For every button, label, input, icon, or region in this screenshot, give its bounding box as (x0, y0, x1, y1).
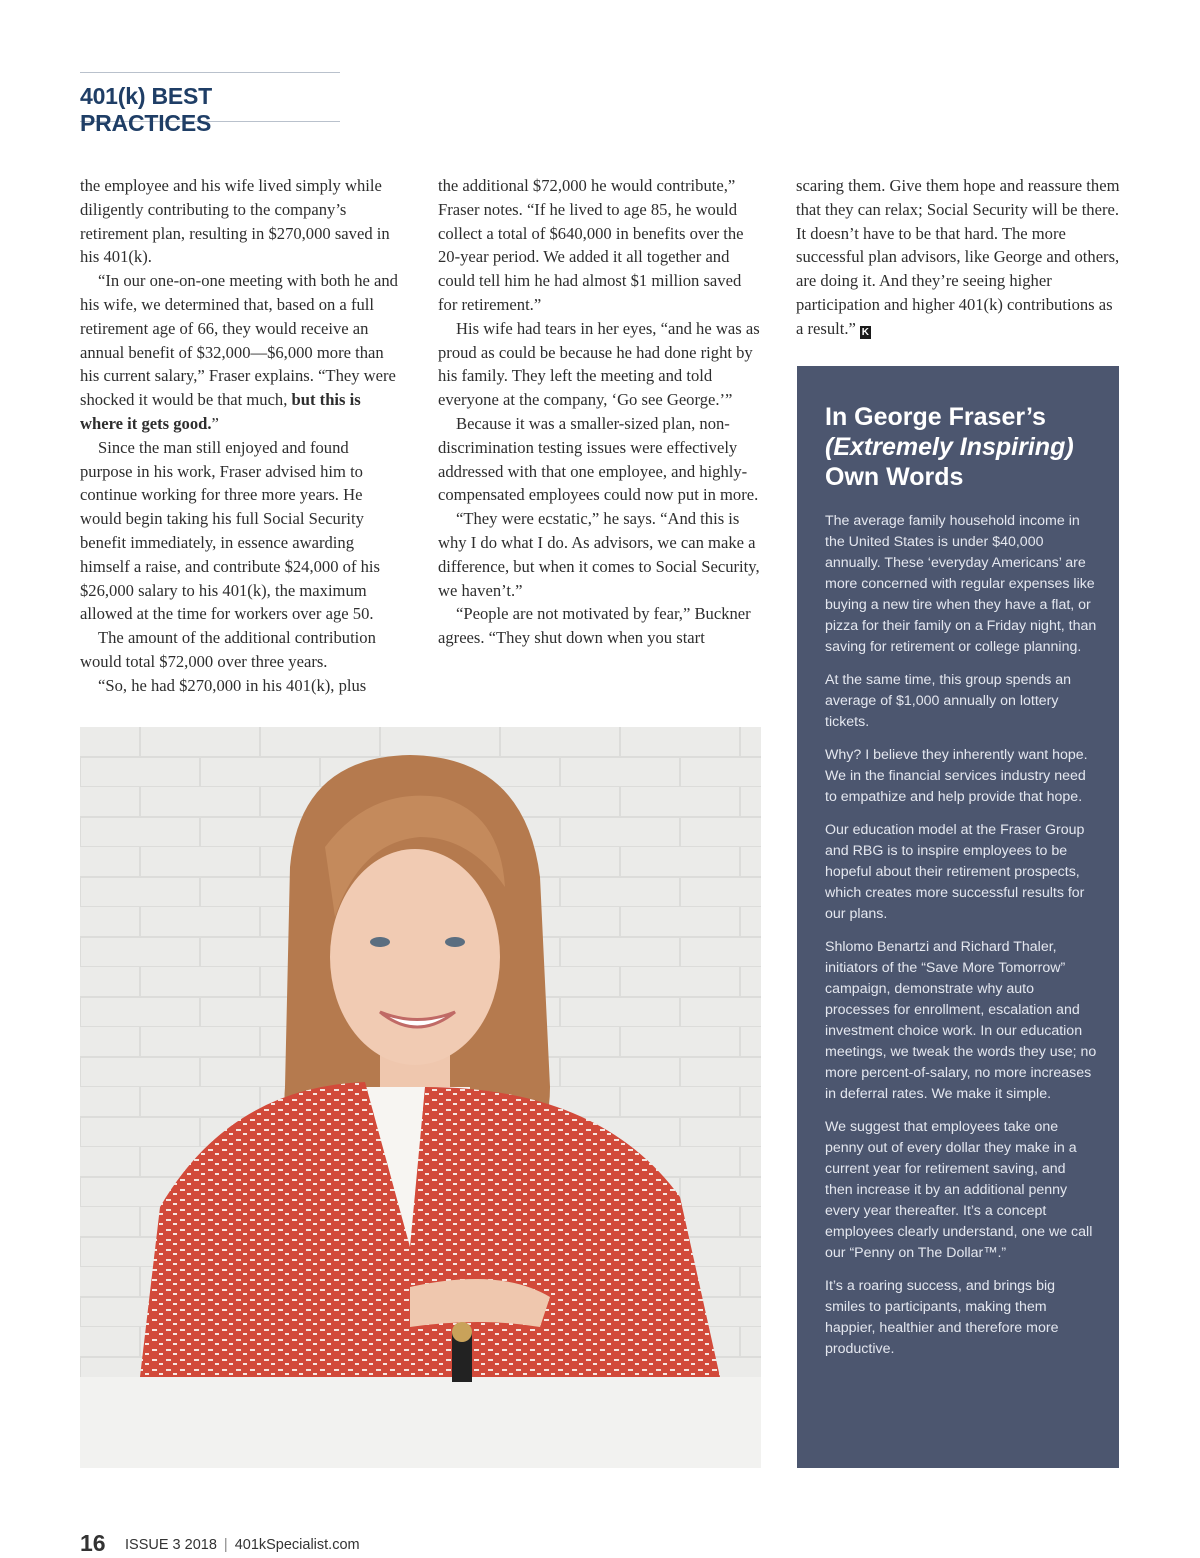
portrait-photo (80, 727, 761, 1468)
paragraph: “They were ecstatic,” he says. “And this is why I do what I do. As advisors, we can make a difference, but when it comes to Social Security, we haven’t.” (438, 509, 760, 600)
article-column-1 (80, 174, 402, 698)
footer-separator: | (223, 1537, 228, 1553)
section-header (80, 72, 340, 136)
section-title: 401(k) BEST PRACTICES (80, 83, 213, 136)
paragraph: the employee and his wife lived simply while diligently contributing to the company’s retirement plan, resulting in $270,000 saved in his 401(k). (80, 176, 390, 267)
sidebar-paragraph: It’s a roaring success, and brings big smiles to participants, making them happier, healthier and therefore more productive. (825, 1278, 1059, 1357)
paragraph: “So, he had $270,000 in his 401(k), plus (98, 675, 367, 695)
sidebar-title: In George Fraser’s (Extremely Inspiring) Own Words (825, 403, 1074, 491)
paragraph: Since the man still enjoyed and found purpose in his work, Fraser advised him to continue working for three more years. He would begin taking his full Social Security benefit immediately, in essence awarding himself a raise, and contribute $24,000 of his $26,000 salary to his 401(k), the maximum allowed at the time for workers over age 50. (80, 437, 381, 624)
paragraph: the additional $72,000 he would contribute,” Fraser notes. “If he lived to age 85, he would collect a total of $640,000 in benefits over the 20-year period. We added it all together and could tell him he had almost $1 million saved for retirement.” (438, 176, 744, 314)
article-column-2 (438, 174, 763, 650)
paragraph: scaring them. Give them hope and reassure them that they can relax; Social Security will be there. It doesn’t have to be that hard. The more successful plan advisors, like George and others, are doing it. And they’re seeing higher participation and higher 401(k) contributions as a result.” K (796, 176, 1120, 338)
bold-emphasis: but this is where it gets good. (80, 390, 361, 433)
article-column-3 (796, 174, 1120, 341)
paragraph: His wife had tears in her eyes, “and he was as proud as could be because he had done right by his family. They left the meeting and told everyone at the company, ‘Go see George.’” (438, 318, 760, 410)
paragraph: “In our one-on-one meeting with both he and his wife, we determined that, based on a full retirement age of 66, they would receive an annual benefit of $32,000—$6,000 more than his current salary,” Fraser explains. “They were shocked it would be that much, but this is where it gets good.” (80, 271, 398, 433)
quote-sidebar (797, 366, 1119, 1468)
sidebar-paragraph: The average family household income in the United States is under $40,000 annually. These ‘everyday Americans’ are more concerned with regular expenses like buying a new tire when they have a flat, or pizza for their family on a Friday night, than saving for retirement or college planning. (825, 513, 1097, 655)
end-mark-icon: K (861, 326, 870, 338)
paragraph: Because it was a smaller-sized plan, non-discrimination testing issues were effectively addressed with that one employee, and highly-compensated employees could now put in more. (438, 413, 759, 505)
issue-label: ISSUE 3 2018 (125, 1537, 217, 1553)
sidebar-paragraph: Why? I believe they inherently want hope. We in the financial services industry need to empathize and help provide that hope. (825, 747, 1088, 805)
sidebar-paragraph: We suggest that employees take one penny out of every dollar they make in a current year for retirement saving, and then increase it by an additional penny every year thereafter. It’s a concept employees clearly understand, one we call our “Penny on The Dollar™.” (825, 1119, 1093, 1261)
sidebar-paragraph: At the same time, this group spends an average of $1,000 annually on lottery tickets. (825, 672, 1072, 730)
footer-meta (125, 1537, 360, 1553)
paragraph: “People are not motivated by fear,” Buckner agrees. “They shut down when you start (438, 604, 751, 648)
sidebar-body (825, 511, 1097, 1372)
paragraph: The amount of the additional contribution would total $72,000 over three years. (80, 628, 376, 671)
sidebar-paragraph: Our education model at the Fraser Group and RBG is to inspire employees to be hopeful about their retirement prospects, which creates more successful results for our plans. (825, 822, 1085, 922)
website-link[interactable]: 401kSpecialist.com (234, 1537, 360, 1553)
portrait-illustration (80, 727, 761, 1468)
page-number: 16 (80, 1530, 106, 1556)
sidebar-paragraph: Shlomo Benartzi and Richard Thaler, initiators of the “Save More Tomorrow” campaign, demonstrate why auto processes for enrollment, escalation and investment choice work. In our education meetings, we tweak the words they use; no more percent-of-salary, no more increases in deferral rates. We make it simple. (825, 939, 1097, 1102)
